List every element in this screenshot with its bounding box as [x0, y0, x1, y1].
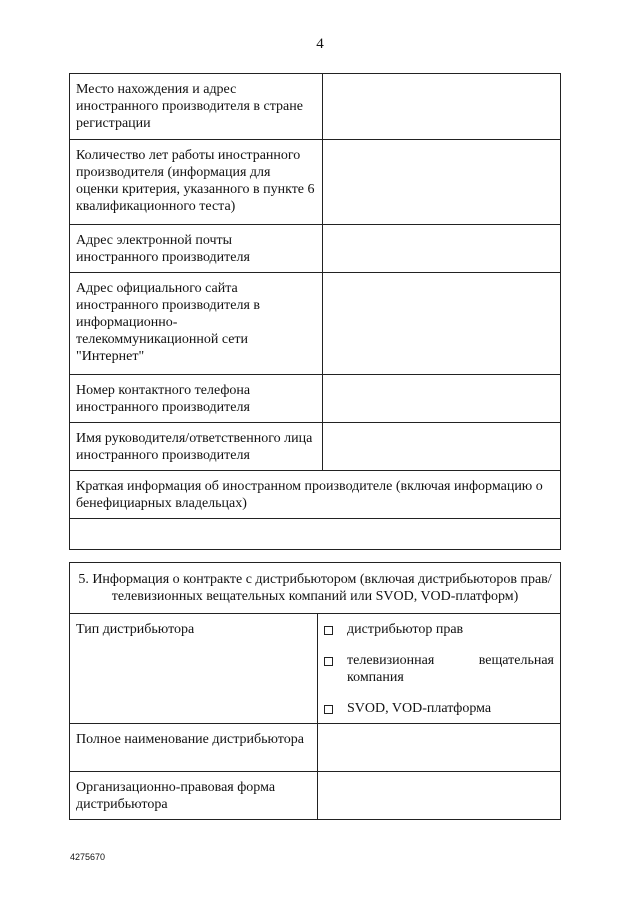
document-code: 4275670 [70, 852, 106, 862]
row-label: Имя руководителя/ответственного лица иностранного производителя [70, 423, 323, 471]
checkbox-icon[interactable] [324, 705, 333, 714]
row-value[interactable] [323, 273, 561, 375]
table-row [70, 140, 561, 225]
brief-info-label: Краткая информация об иностранном производителе (включая информацию о бенефициарных владельцах) [70, 471, 561, 519]
distributor-contract-table [69, 562, 561, 820]
row-value[interactable] [318, 772, 561, 820]
table-row [70, 225, 561, 273]
option-label: SVOD, VOD-платформа [347, 701, 492, 716]
distributor-type-options [318, 614, 561, 724]
table-row [70, 519, 561, 550]
row-label: Адрес официального сайта иностранного производителя в информационно-телекоммуникационной сети "Интернет" [70, 273, 323, 375]
row-label: Количество лет работы иностранного производителя (информация для оценки критерия, указанного в пункте 6 квалификационного теста) [70, 140, 323, 225]
row-value[interactable] [323, 74, 561, 140]
table-row [70, 563, 561, 614]
row-value[interactable] [323, 423, 561, 471]
table-row [70, 423, 561, 471]
row-value[interactable] [323, 225, 561, 273]
manufacturer-info-table [69, 73, 561, 550]
option-label: дистрибьютор прав [347, 622, 464, 637]
section-heading: 5. Информация о контракте с дистрибьютором (включая дистрибьюторов прав/телевизионных вещательных компаний или SVOD, VOD-платформ) [70, 563, 561, 614]
page-number: 4 [316, 36, 324, 52]
option-tv-broadcaster[interactable] [324, 652, 554, 686]
table-row [70, 375, 561, 423]
checkbox-icon[interactable] [324, 657, 333, 666]
table-row [70, 273, 561, 375]
row-label: Адрес электронной почты иностранного производителя [70, 225, 323, 273]
brief-info-value[interactable] [70, 519, 561, 550]
option-rights-distributor[interactable] [324, 621, 554, 638]
row-label: Полное наименование дистрибьютора [70, 724, 318, 772]
row-value[interactable] [318, 724, 561, 772]
table-row [70, 471, 561, 519]
table-row [70, 724, 561, 772]
distributor-type-label: Тип дистрибьютора [70, 614, 318, 724]
row-label: Организационно-правовая форма дистрибьютора [70, 772, 318, 820]
table-row [70, 74, 561, 140]
table-row [70, 614, 561, 724]
row-value[interactable] [323, 375, 561, 423]
option-svod-vod-platform[interactable] [324, 700, 554, 717]
table-row [70, 772, 561, 820]
checkbox-icon[interactable] [324, 626, 333, 635]
option-label: телевизионная вещательная компания [347, 653, 554, 685]
row-value[interactable] [323, 140, 561, 225]
row-label: Номер контактного телефона иностранного производителя [70, 375, 323, 423]
row-label: Место нахождения и адрес иностранного производителя в стране регистрации [70, 74, 323, 140]
